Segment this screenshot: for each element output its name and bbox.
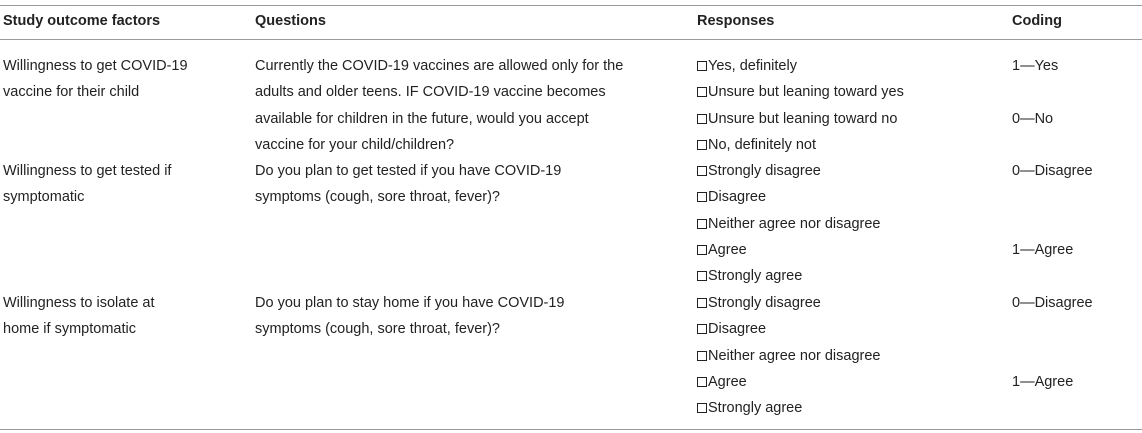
response-label: Neither agree nor disagree xyxy=(708,215,881,232)
table-top-rule xyxy=(0,5,1142,6)
question-line: vaccine for your child/children? xyxy=(255,136,455,153)
response-option[interactable] xyxy=(697,290,997,316)
response-option[interactable] xyxy=(697,158,997,184)
response-label: Unsure but leaning toward yes xyxy=(708,84,904,101)
response-option[interactable] xyxy=(697,263,997,289)
header-questions: Questions xyxy=(255,13,326,29)
header-coding: Coding xyxy=(1012,13,1062,29)
response-option[interactable] xyxy=(697,343,997,369)
response-label: No, definitely not xyxy=(708,136,817,153)
checkbox-icon[interactable] xyxy=(697,219,707,229)
coding-value xyxy=(1012,184,1140,210)
checkbox-icon[interactable] xyxy=(697,114,707,124)
row-tested-question xyxy=(255,158,675,211)
coding-value: 1—Agree xyxy=(1012,373,1074,390)
header-responses: Responses xyxy=(697,13,775,29)
response-option[interactable] xyxy=(697,369,997,395)
factor-line: vaccine for their child xyxy=(3,84,140,101)
response-label: Strongly agree xyxy=(708,268,803,285)
response-option[interactable] xyxy=(697,237,997,263)
response-option[interactable] xyxy=(697,79,997,105)
table-header-rule xyxy=(0,39,1142,40)
question-line: Do you plan to get tested if you have COVID-19 xyxy=(255,163,562,179)
checkbox-icon[interactable] xyxy=(697,61,707,71)
response-option[interactable] xyxy=(697,53,997,79)
checkbox-icon[interactable] xyxy=(697,324,707,334)
response-label: Neither agree nor disagree xyxy=(708,347,881,364)
row-vaccine-coding xyxy=(1012,53,1140,158)
checkbox-icon[interactable] xyxy=(697,87,707,97)
checkbox-icon[interactable] xyxy=(697,192,707,202)
response-option[interactable] xyxy=(697,106,997,132)
factor-line: home if symptomatic xyxy=(3,321,136,338)
checkbox-icon[interactable] xyxy=(697,403,707,413)
question-line: Currently the COVID-19 vaccines are allowed only for the xyxy=(255,58,624,74)
response-option[interactable] xyxy=(697,395,997,421)
coding-value: 1—Agree xyxy=(1012,241,1074,258)
factor-line: Willingness to get COVID-19 xyxy=(3,58,188,74)
checkbox-icon[interactable] xyxy=(697,245,707,255)
response-label: Agree xyxy=(708,241,747,258)
coding-value xyxy=(1012,316,1140,342)
factor-line: Willingness to isolate at xyxy=(3,295,155,311)
response-label: Unsure but leaning toward no xyxy=(708,110,898,127)
row-tested-coding xyxy=(1012,158,1140,289)
response-option[interactable] xyxy=(697,184,997,210)
response-option[interactable] xyxy=(697,316,997,342)
response-option[interactable] xyxy=(697,132,997,158)
row-isolate-question xyxy=(255,290,675,343)
checkbox-icon[interactable] xyxy=(697,377,707,387)
question-line: symptoms (cough, sore throat, fever)? xyxy=(255,321,500,338)
response-label: Yes, definitely xyxy=(708,58,797,74)
checkbox-icon[interactable] xyxy=(697,140,707,150)
coding-value: 0—Disagree xyxy=(1012,295,1093,311)
checkbox-icon[interactable] xyxy=(697,298,707,308)
question-line: Do you plan to stay home if you have COVID-19 xyxy=(255,295,565,311)
coding-value xyxy=(1012,79,1140,105)
header-study-outcome-factors: Study outcome factors xyxy=(3,13,161,29)
coding-value: 0—No xyxy=(1012,110,1054,127)
coding-value xyxy=(1012,395,1140,421)
coding-value xyxy=(1012,343,1140,369)
question-line: available for children in the future, would you accept xyxy=(255,110,589,127)
checkbox-icon[interactable] xyxy=(697,271,707,281)
response-label: Strongly agree xyxy=(708,400,803,417)
response-label: Strongly disagree xyxy=(708,163,821,179)
response-label: Strongly disagree xyxy=(708,295,821,311)
row-isolate-coding xyxy=(1012,290,1140,421)
row-vaccine-factor xyxy=(3,53,243,106)
row-tested-responses xyxy=(697,158,997,289)
coding-value xyxy=(1012,132,1140,158)
coding-value: 0—Disagree xyxy=(1012,163,1093,179)
row-tested-factor xyxy=(3,158,243,211)
response-label: Disagree xyxy=(708,189,767,206)
coding-value: 1—Yes xyxy=(1012,58,1059,74)
checkbox-icon[interactable] xyxy=(697,351,707,361)
response-label: Agree xyxy=(708,373,747,390)
checkbox-icon[interactable] xyxy=(697,166,707,176)
question-line: symptoms (cough, sore throat, fever)? xyxy=(255,189,500,206)
coding-value xyxy=(1012,211,1140,237)
row-isolate-responses xyxy=(697,290,997,421)
row-vaccine-question xyxy=(255,53,675,158)
factor-line: symptomatic xyxy=(3,189,85,206)
row-isolate-factor xyxy=(3,290,243,343)
factor-line: Willingness to get tested if xyxy=(3,163,172,179)
table-bottom-rule xyxy=(0,429,1142,430)
question-line: adults and older teens. IF COVID-19 vaccine becomes xyxy=(255,84,606,101)
coding-value xyxy=(1012,263,1140,289)
response-option[interactable] xyxy=(697,211,997,237)
row-vaccine-responses xyxy=(697,53,997,158)
response-label: Disagree xyxy=(708,321,767,338)
